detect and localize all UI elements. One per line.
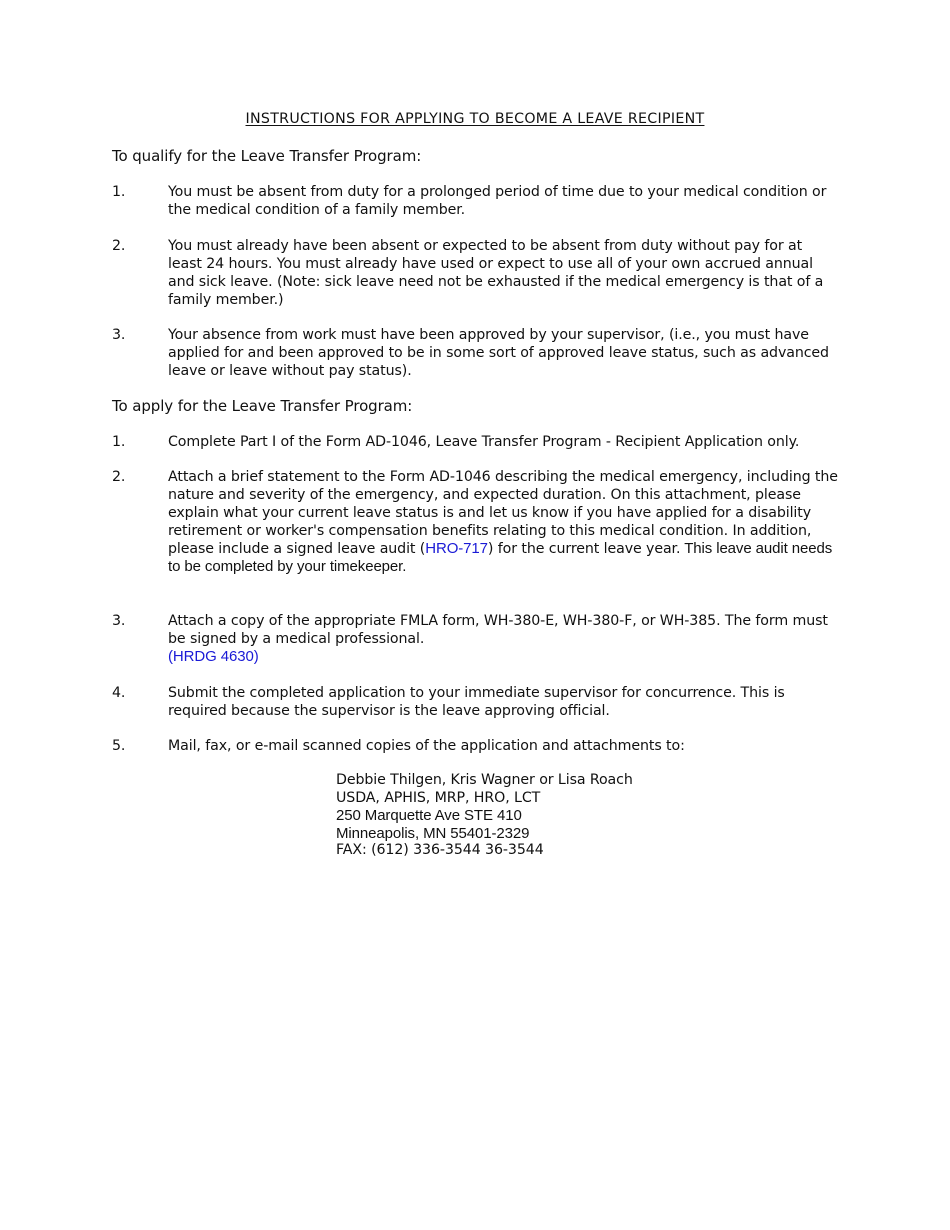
hrdg-4630-link[interactable]: (HRDG 4630) — [168, 648, 259, 665]
qualify-item-text: You must already have been absent or expected to be absent from duty without pay for at least 24 hours. You must already have used or expect to use all of your own accrued annual and sick leave. (Note: sick leave need not be exhausted if the medical emergency is that of a family member.) — [168, 238, 824, 308]
address-city: Minneapolis, MN 55401-2329 — [336, 824, 530, 842]
apply-item-number: 4. — [112, 685, 126, 701]
apply-item-text-part: Attach a brief statement to the Form AD-1046 describing the medical emergency, including the nature and severity of the emergency, and expected duration. On this attachment, please explain what your current leave status is and let us know if you have applied for a disability retirement or worker's compensation benefits relating to this medical condition. In addition, please include a signed leave audit ( — [168, 469, 838, 557]
apply-item-number: 5. — [112, 738, 126, 754]
qualify-item-text: You must be absent from duty for a prolonged period of time due to your medical condition or the medical condition of a family member. — [168, 184, 827, 218]
qualify-item-number: 3. — [112, 327, 126, 343]
apply-item-text — [168, 468, 840, 576]
address-fax: FAX: (612) 336-3544 36-3544 — [336, 842, 544, 858]
document-title — [0, 110, 950, 128]
qualify-heading: To qualify for the Leave Transfer Program: — [112, 147, 422, 165]
apply-item-number: 1. — [112, 434, 126, 450]
address-organization: USDA, APHIS, MRP, HRO, LCT — [336, 789, 541, 806]
apply-item-text — [168, 612, 840, 666]
address-contacts: Debbie Thilgen, Kris Wagner or Lisa Roach — [336, 772, 633, 788]
qualify-item-number: 1. — [112, 184, 126, 200]
apply-heading: To apply for the Leave Transfer Program: — [112, 397, 413, 415]
apply-item-text: Submit the completed application to your immediate supervisor for concurrence. This is required because the supervisor is the leave approving official. — [168, 685, 785, 719]
mailing-address — [336, 772, 633, 860]
hro-717-link[interactable]: HRO-717 — [425, 540, 488, 557]
apply-item-text: Complete Part I of the Form AD-1046, Leave Transfer Program - Recipient Application only. — [168, 434, 800, 450]
document-title-text: INSTRUCTIONS FOR APPLYING TO BECOME A LEAVE RECIPIENT — [245, 111, 705, 127]
apply-item-text: Mail, fax, or e-mail scanned copies of the application and attachments to: — [168, 738, 685, 754]
address-street: 250 Marquette Ave STE 410 — [336, 807, 522, 824]
apply-item-text-part: Attach a copy of the appropriate FMLA form, WH-380-E, WH-380-F, or WH-385. The form must be signed by a medical professional. — [168, 613, 828, 647]
apply-item-text-part: ) for the current leave year. — [487, 541, 681, 557]
apply-item-number: 3. — [112, 613, 126, 629]
apply-item-number: 2. — [112, 469, 126, 485]
timekeeper-note: This leave audit needs to be completed by your timekeeper. — [168, 540, 833, 575]
qualify-item-number: 2. — [112, 238, 126, 254]
qualify-item-text: Your absence from work must have been approved by your supervisor, (i.e., you must have applied for and been approved to be in some sort of approved leave status, such as advanced leave or leave without pay status). — [168, 327, 829, 379]
